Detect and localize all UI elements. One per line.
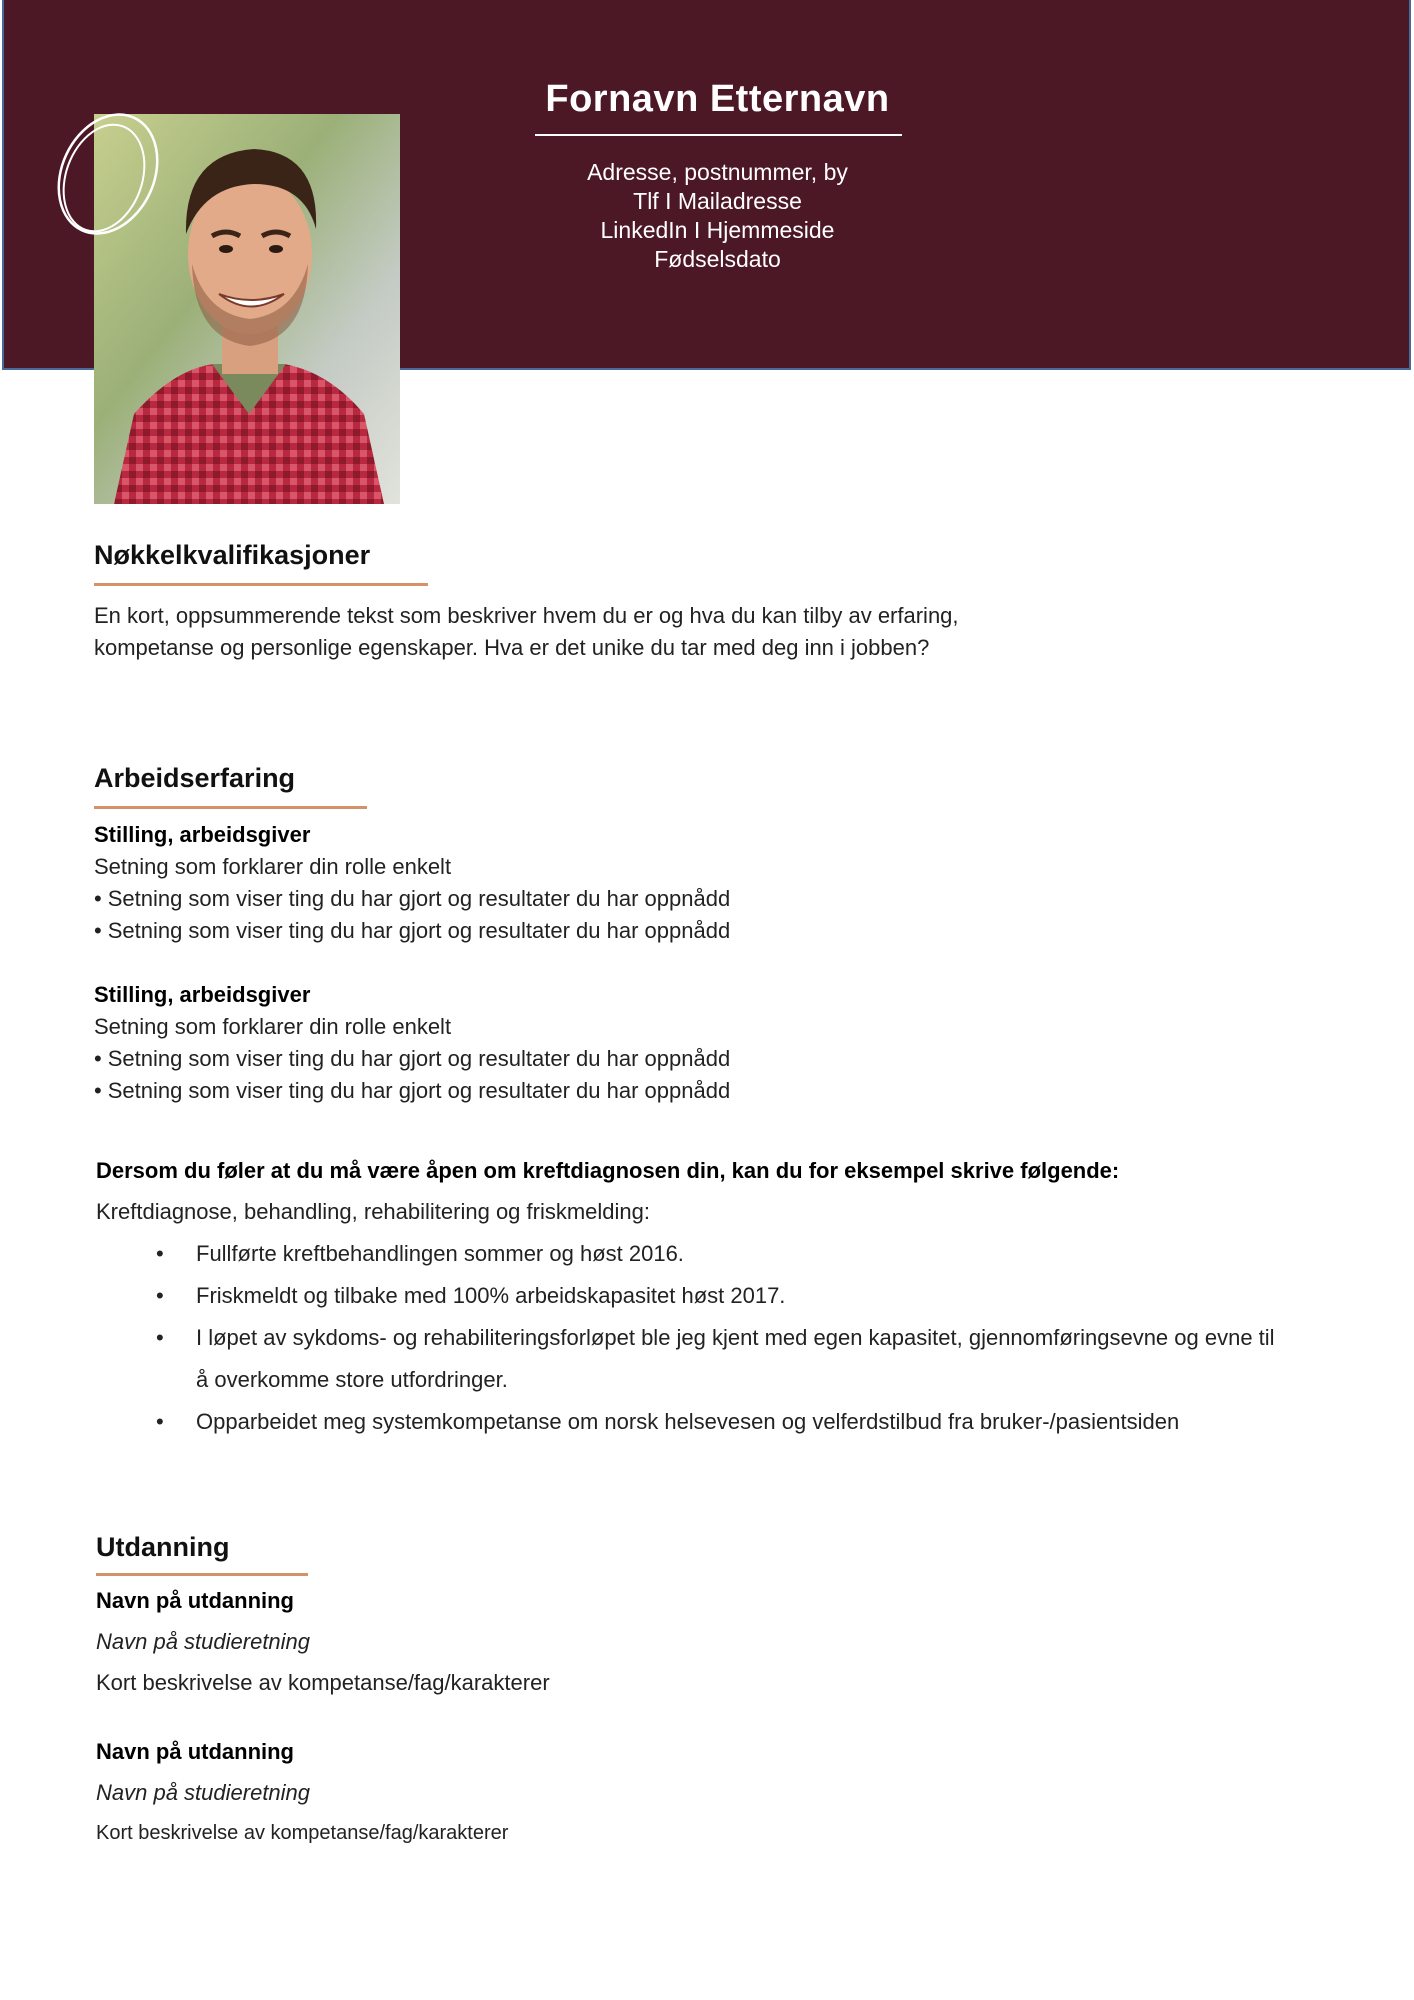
summary-rule — [94, 583, 428, 586]
section-title-experience: Arbeidserfaring — [94, 763, 296, 793]
job-entry — [94, 979, 994, 1043]
job-bullets — [94, 883, 730, 947]
cancer-note-heading: Dersom du føler at du må være åpen om kreftdiagnosen din, kan du for eksempel skrive følgende: — [96, 1158, 1120, 1183]
job-position: Stilling, arbeidsgiver — [94, 822, 311, 847]
education-name: Navn på utdanning — [96, 1588, 294, 1613]
section-title-summary: Nøkkelkvalifikasjoner — [94, 540, 371, 570]
job-bullets — [94, 1043, 730, 1107]
job-position: Stilling, arbeidsgiver — [94, 982, 311, 1007]
list-item: • Fullførte kreftbehandlingen sommer og høst 2016. — [156, 1233, 1276, 1275]
contact-linkedin-web: LinkedIn I Hjemmeside — [600, 217, 835, 243]
education-description: Kort beskrivelse av kompetanse/fag/karakterer — [96, 1670, 550, 1695]
list-item: • Friskmeldt og tilbake med 100% arbeidskapasitet høst 2017. — [156, 1275, 1276, 1317]
job-description: Setning som forklarer din rolle enkelt — [94, 1014, 452, 1039]
list-item: • Setning som viser ting du har gjort og resultater du har oppnådd — [94, 1043, 730, 1075]
experience-rule — [94, 806, 367, 809]
swirl-icon — [38, 96, 178, 246]
full-name: Fornavn Etternavn — [545, 78, 890, 120]
education-field: Navn på studieretning — [96, 1780, 311, 1805]
education-rule — [96, 1573, 308, 1576]
contact-birthdate: Fødselsdato — [654, 246, 781, 272]
list-item: • Setning som viser ting du har gjort og resultater du har oppnådd — [94, 915, 730, 947]
section-title-education: Utdanning — [96, 1532, 230, 1562]
summary-line-1: En kort, oppsummerende tekst som beskriver hvem du er og hva du kan tilby av erfaring, — [94, 603, 959, 628]
contact-phone-mail: Tlf I Mailadresse — [633, 188, 802, 214]
list-item: • Setning som viser ting du har gjort og resultater du har oppnådd — [94, 1075, 730, 1107]
cancer-note-list — [156, 1233, 1276, 1443]
job-entry — [94, 819, 994, 883]
contact-block — [535, 158, 900, 274]
education-description: Kort beskrivelse av kompetanse/fag/karakterer — [96, 1822, 509, 1844]
cancer-note-subheading: Kreftdiagnose, behandling, rehabilitering og friskmelding: — [96, 1199, 651, 1224]
education-entry — [96, 1580, 996, 1703]
name-underline — [535, 134, 902, 136]
list-item: • I løpet av sykdoms- og rehabiliteringsforløpet ble jeg kjent med egen kapasitet, gjennomføringsevne og evne til å overkomme store utfordringer. — [156, 1317, 1276, 1401]
job-description: Setning som forklarer din rolle enkelt — [94, 854, 452, 879]
contact-address: Adresse, postnummer, by — [587, 159, 848, 185]
list-item: • Setning som viser ting du har gjort og resultater du har oppnådd — [94, 883, 730, 915]
summary-text — [94, 600, 1194, 664]
education-entry — [96, 1731, 996, 1854]
education-field: Navn på studieretning — [96, 1629, 311, 1654]
education-name: Navn på utdanning — [96, 1739, 294, 1764]
list-item: • Opparbeidet meg systemkompetanse om norsk helsevesen og velferdstilbud fra bruker-/pasientsiden — [156, 1401, 1276, 1443]
summary-line-2: kompetanse og personlige egenskaper. Hva er det unike du tar med deg inn i jobben? — [94, 635, 930, 660]
